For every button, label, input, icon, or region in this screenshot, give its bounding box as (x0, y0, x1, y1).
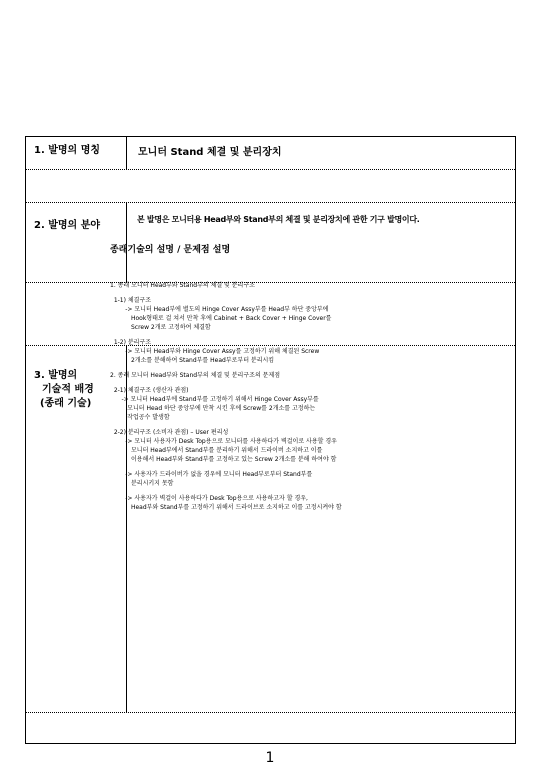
background-line: 2-2) 분리구조 (소비자 관점) – User 편리성 (110, 429, 229, 436)
background-line: 작업공수 발생함 (110, 414, 170, 421)
background-line: Hook형태로 걸 쳐서 만착 후에 Cabinet + Back Cover + Hinge Cover를 (110, 315, 332, 322)
background-line: 분리시키지 못함 (110, 480, 174, 487)
background-line: Head부와 Stand부를 고정하기 위해서 드라이브로 소지하고 이를 고정시켜야 함 (110, 504, 342, 511)
invention-field-label: 2. 발명의 분야 (34, 220, 101, 231)
background-line: -> 사용자가 벽걸이 사용하다가 Desk Top용으로 사용하고자 할 경우, (110, 495, 308, 502)
background-line: -> 모니터 사용자가 Desk Top용으로 모니터를 사용하다가 벽걸이로 사용할 경우 (110, 438, 337, 445)
background-lines (110, 281, 486, 512)
background-label (34, 369, 94, 411)
background-label-line-2: 기술적 배경 (42, 384, 94, 395)
background-line: 1-2) 분리구조 (110, 339, 152, 346)
row-divider (26, 712, 515, 713)
background-line: 2-1) 체결구조 (생산자 관점) (110, 387, 189, 394)
background-label-line-3: (종래 기술) (40, 398, 92, 409)
page-number: 1 (265, 750, 275, 766)
background-line: -> 모니터 Head부에 별도의 Hinge Cover Assy부를 Head부 하단 중앙부에 (110, 306, 329, 313)
invention-title-value: 모니터 Stand 체결 및 분리장치 (138, 147, 282, 158)
background-label-line-1: 3. 발명의 (34, 370, 78, 381)
background-line: 2. 종래 모니터 Head부와 Stand부의 체결 및 분리구조의 문제점 (110, 372, 281, 379)
background-line: -> 사용자가 드라이버가 없을 경우에 모니터 Head부로부터 Stand부를 (110, 471, 313, 478)
row-divider (26, 202, 515, 203)
background-line: -> 모니터 Head부와 Hinge Cover Assy를 고정하기 위해 체결된 Screw (110, 348, 320, 355)
background-content (110, 225, 486, 521)
background-line: 모니터 Head 하단 중앙부에 만착 시킨 후에 Screw를 2개소를 고정하는 (110, 405, 316, 412)
background-line: 2개소를 분해하여 Stand부를 Head부로부터 분리시킴 (110, 357, 275, 364)
background-line: -> 모니터 Head부에 Stand부를 고정하기 위해서 Hinge Cover Assy부를 (110, 396, 319, 403)
background-line: 1-1) 체결구조 (110, 297, 152, 304)
row-divider (26, 169, 515, 170)
background-heading: 종래기술의 설명 / 문제점 설명 (110, 245, 231, 255)
background-line: 1. 종래 모니터 Head부와 Stand부의 체결 및 분리구조 (110, 282, 255, 289)
background-line: 이용해서 Head부와 Stand부를 고정하고 있는 Screw 2개소를 분해 하여야 함 (110, 456, 337, 463)
invention-title-label: 1. 발명의 명칭 (34, 145, 101, 156)
background-line: Screw 2개로 고정하여 체결함 (110, 324, 211, 331)
column-divider (126, 137, 127, 169)
invention-field-value: 본 발명은 모니터용 Head부와 Stand부의 체결 및 분리장치에 관한 기구 발명이다. (137, 215, 420, 224)
background-line: 모니터 Head부에서 Stand부를 분리하기 위해서 드라이버 소지하고 이를 (110, 447, 323, 454)
